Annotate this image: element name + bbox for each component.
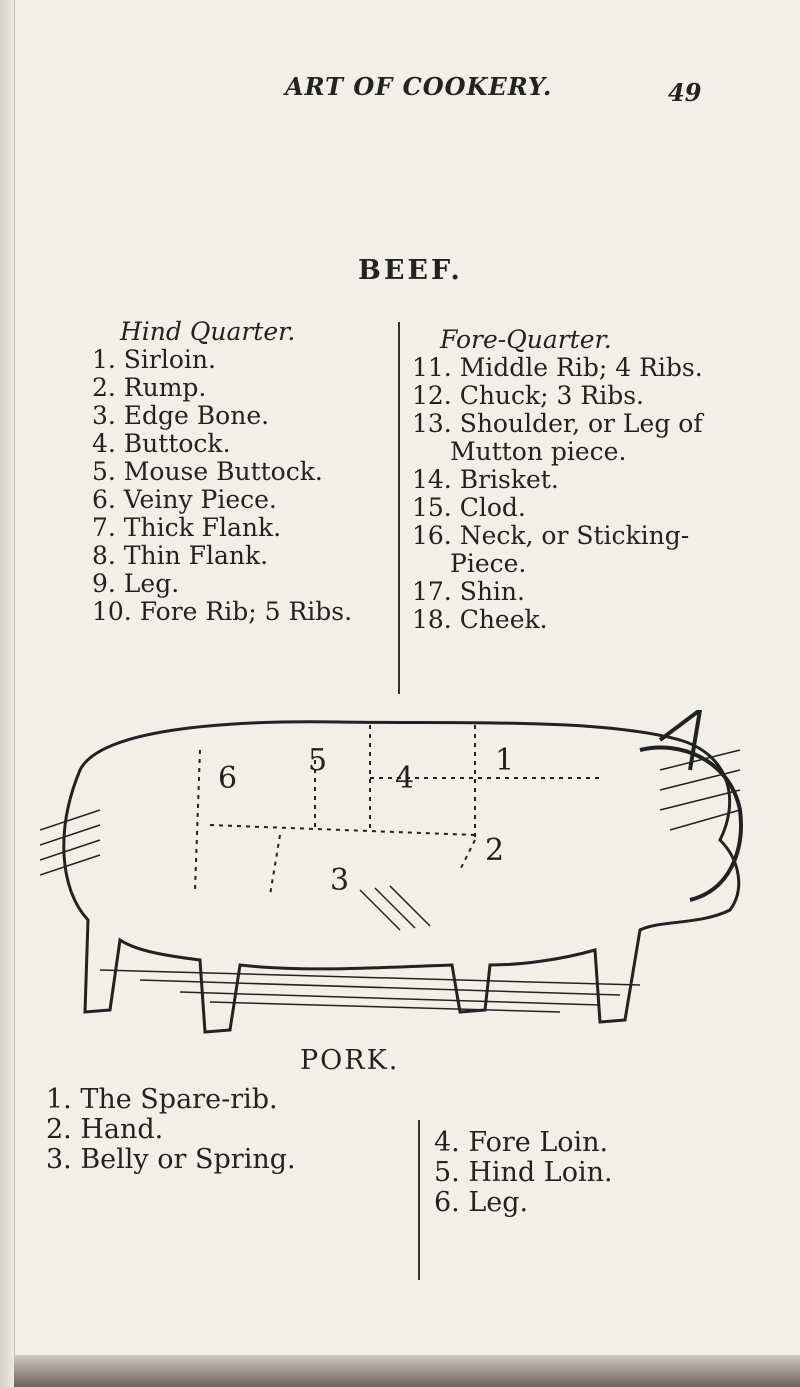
list-item: 2. Rump.	[92, 373, 207, 402]
cut-label-5: 5	[308, 743, 328, 778]
list-item: 4. Fore Loin.	[434, 1127, 609, 1158]
hatch-shading	[40, 750, 740, 1012]
list-item-continuation: Piece.	[450, 549, 527, 578]
pork-left-list	[46, 1085, 406, 1175]
list-item: 4. Buttock.	[92, 429, 231, 458]
list-item: 1. Sirloin.	[92, 345, 216, 374]
column-divider	[418, 1120, 420, 1280]
list-item: 15. Clod.	[412, 493, 526, 522]
list-item: 5. Hind Loin.	[434, 1157, 613, 1188]
list-item: 11. Middle Rib; 4 Ribs.	[412, 353, 703, 382]
beef-section-title: BEEF.	[358, 255, 463, 286]
pig-cuts-illustration	[40, 710, 760, 1060]
list-item: 9. Leg.	[92, 569, 180, 598]
list-item: 7. Thick Flank.	[92, 513, 282, 542]
running-head: ART OF COOKERY.	[285, 72, 553, 101]
cut-label-3: 3	[330, 863, 350, 898]
fore-quarter-heading: Fore-Quarter.	[440, 325, 612, 354]
list-item: 6. Veiny Piece.	[92, 485, 277, 514]
list-item: 1. The Spare-rib.	[46, 1084, 278, 1115]
pork-right-list	[434, 1128, 734, 1218]
list-item: 13. Shoulder, or Leg of	[412, 409, 703, 438]
pork-section-title: PORK.	[300, 1045, 400, 1076]
list-item: 12. Chuck; 3 Ribs.	[412, 381, 645, 410]
list-item-continuation: Mutton piece.	[450, 437, 627, 466]
cut-lines	[195, 725, 600, 895]
cut-label-2: 2	[485, 833, 505, 868]
list-item: 6. Leg.	[434, 1187, 529, 1218]
cut-label-1: 1	[495, 743, 515, 778]
hind-quarter-list	[92, 318, 392, 626]
fore-quarter-list	[412, 326, 792, 634]
list-item: 5. Mouse Buttock.	[92, 457, 323, 486]
list-item: 10. Fore Rib; 5 Ribs.	[92, 597, 353, 626]
list-item: 16. Neck, or Sticking-	[412, 521, 690, 550]
book-spine-edge	[0, 0, 14, 1387]
list-item: 8. Thin Flank.	[92, 541, 269, 570]
list-item: 17. Shin.	[412, 577, 525, 606]
hind-quarter-heading: Hind Quarter.	[120, 317, 296, 346]
page-bottom-edge	[14, 1355, 800, 1387]
cut-label-6: 6	[218, 761, 238, 796]
list-item: 3. Belly or Spring.	[46, 1144, 296, 1175]
list-item: 2. Hand.	[46, 1114, 164, 1145]
page-number: 49	[668, 78, 702, 107]
list-item: 18. Cheek.	[412, 605, 548, 634]
column-divider	[398, 322, 400, 694]
list-item: 14. Brisket.	[412, 465, 559, 494]
cut-label-4: 4	[395, 761, 415, 796]
list-item: 3. Edge Bone.	[92, 401, 270, 430]
